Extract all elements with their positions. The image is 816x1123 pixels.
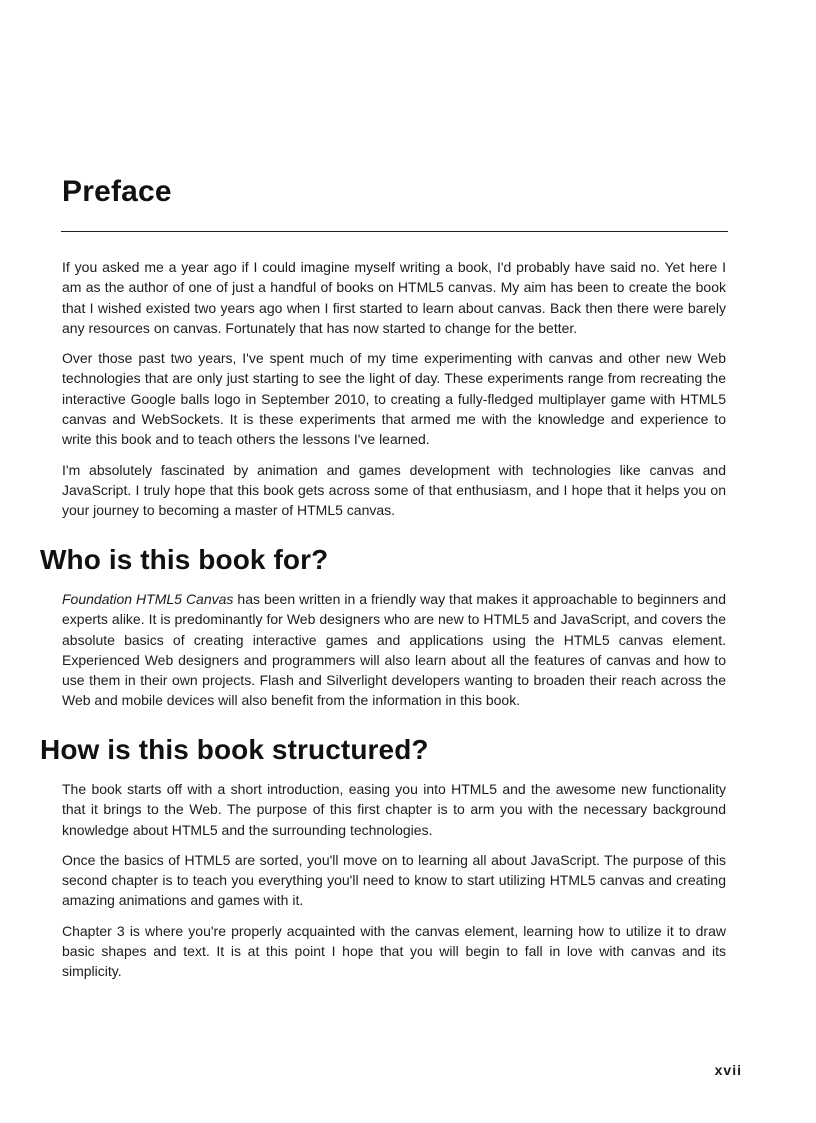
how-body xyxy=(62,779,726,982)
how-paragraph-2: Once the basics of HTML5 are sorted, you'll move on to learning all about JavaScript. The purpose of this second chapter is to teach you everything you'll need to know to start utilizing HTML5 canvas and creating amazing animations and games with it. xyxy=(62,851,726,909)
how-paragraph-1: The book starts off with a short introduction, easing you into HTML5 and the awesome new functionality that it brings to the Web. The purpose of this first chapter is to arm you with the necessary background knowledge about HTML5 and the surrounding technologies. xyxy=(62,781,726,838)
who-body xyxy=(62,589,726,711)
preface-paragraph-3: I'm absolutely fascinated by animation and games development with technologies like canvas and JavaScript. I truly hope that this book gets across some of that enthusiasm, and I hope that it helps you on your journey to becoming a master of HTML5 canvas. xyxy=(62,461,726,519)
who-heading: Who is this book for? xyxy=(40,544,329,575)
how-heading: How is this book structured? xyxy=(40,734,429,765)
preface-paragraph-2: Over those past two years, I've spent much of my time experimenting with canvas and other new Web technologies that are only just starting to see the light of day. These experiments range from recreating the interactive Google balls logo in September 2010, to creating a fully-fledged multiplayer game with HTML5 canvas and WebSockets. It is these experiments that armed me with the knowledge and experience to write this book and to teach others the lessons I've learned. xyxy=(62,350,726,448)
preface-paragraph-1: If you asked me a year ago if I could imagine myself writing a book, I'd probably have said no. Yet here I am as the author of one of just a handful of books on HTML5 canvas. My aim has been to create the book that I wished existed two years ago when I first started to learn about canvas. Back then there were barely any resources on canvas. Fortunately that has now started to change for the better. xyxy=(62,259,726,336)
title-divider xyxy=(61,231,728,232)
how-paragraph-3: Chapter 3 is where you're properly acquainted with the canvas element, learning how to utilize it to draw basic shapes and text. It is at this point I hope that you will begin to fall in love with canvas and its simplicity. xyxy=(62,922,726,980)
who-paragraph xyxy=(62,589,726,711)
page-title: Preface xyxy=(62,175,172,208)
who-paragraph-text: has been written in a friendly way that makes it approachable to beginners and experts alike. It is predominantly for Web designers who are new to HTML5 and JavaScript, and covers the absolute basics of creating interactive games and applications using the HTML5 canvas element. Experienced Web designers and programmers will also learn about all the features of canvas and how to use them in their own projects. Flash and Silverlight developers wanting to broaden their reach across the Web and mobile devices will also benefit from the information in this book. xyxy=(62,591,726,709)
book-title: Foundation HTML5 Canvas xyxy=(62,591,234,607)
page-number: xvii xyxy=(714,1062,742,1078)
preface-body xyxy=(62,257,726,521)
